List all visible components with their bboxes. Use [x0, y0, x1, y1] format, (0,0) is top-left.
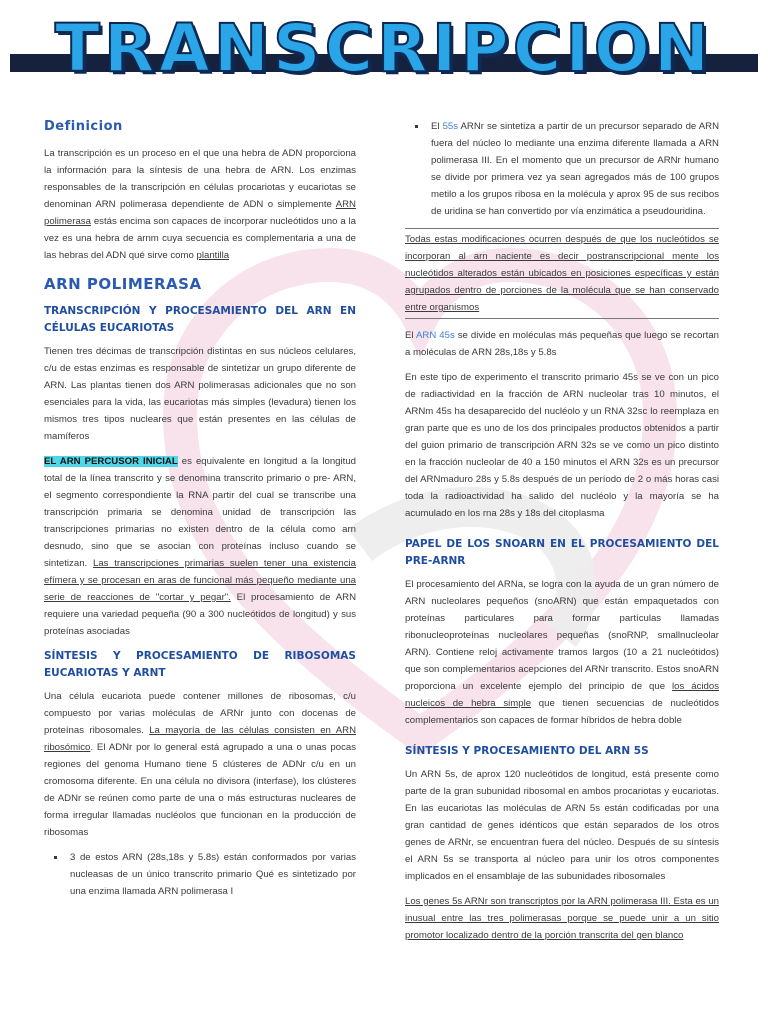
highlight-term: EL ARN PERCUSOR INICIAL	[44, 456, 178, 467]
genes5s-paragraph: Los genes 5s ARNr son transcriptos por la ARN polimerasa III. Esta es un inusual entre las tres polimerasas porque se puede unir a un sitio promotor localizado dentro de la porción transcrita del gen blanco	[405, 896, 719, 941]
definicion-heading: Definicion	[44, 119, 123, 134]
right-column	[405, 118, 719, 952]
sintesis-paragraph: Una célula eucariota puede contener millones de ribosomas, c/u compuesto por varias moléculas de ARNr junto con docenas de proteínas ribosomales. La mayoría de las células consisten en ARN ribosómico. El ADNr por lo general está agrupado a una o unas pocas regiones del genoma Humano tiene 5 clústeres de ADNr c/u en un cromosoma diferente. En una célula no divisora (interfase), los clústeres de ADNr se reúnen como parte de una o más estructuras nucleares de forma irregular llamadas nucléolos que funcionan en la producción de ribosomas	[44, 691, 357, 838]
list-item: ▪ El 55s ARNr se sintetiza a partir de un precursor separado de ARN fuera del núcleo lo mediante una enzima diferente llamada a ARN polimerasa III. En el momento que un precursor de ARNr humano se divide por primera vez ya sean agregados más de 100 grupos metilo a los grupos ribosa en la molécula y aprox 95 de sus recibos de uridina se han convertido por vía enzimática a pseudouridina.	[427, 118, 719, 220]
bullet-list	[405, 118, 719, 220]
papel-snoarn-heading: PAPEL DE LOS SNOARN EN EL PROCESAMIENTO DEL PRE-ARNR	[405, 538, 719, 567]
list-item: ▪ 3 de estos ARN (28s,18s y 5.8s) están conformados por varias nucleasas de un único transcrito primario Qué es sintetizado por una enzima llamada ARN polimerasa I	[66, 849, 356, 900]
definicion-paragraph: La transcripción es un proceso en el que una hebra de ADN proporciona la información para la síntesis de una hebra de ARN. Los enzimas responsables de la transcripción en células procariotas y eucariotas se denominan ARN polimerasa dependiente de ADN o simplemente ARN polimerasa estás encima son capaces de incorporar nucleótidos uno a la vez es una hebra de arnm cuya secuencia es complementaria a una de las hebras del ADN qué sirve como plantilla	[44, 148, 356, 261]
experimento-paragraph: En este tipo de experimento el transcrito primario 45s se ve con un pico de radiactividad en la fracción de ARN nucleolar tras 10 minutos, el ARNm 45s ha desaparecido del nucléolo y un RNA 32sc lo reemplaza en gran parte que es uno de los dos principales productos obtenidos a partir del guion primario de transcripción ARN 32s se ve como un pico distinto en la fracción nucleolar de 40 a 150 minutos el ARN 32s es un precursor del ARNmaduro 28s y 5.8s después de un período de 2 o más horas casi toda la radioactividad ha salido del nucléolo y la mayoría se ha acumulado en los rna 28s y 18s del citoplasma	[405, 372, 719, 519]
percursor-paragraph: EL ARN PERCUSOR INICIAL es equivalente en longitud a la longitud total de la línea transcrito y se denomina transcrito primario o pre- ARN, el segmento correspondiente la RNA partir del cual se transcribe una transcripción primaria se denomina unidad de transcripción las transcripciones primarias no existen dentro de la célula como arn desnudo, sino que se asocian con proteínas incluso cuando se sintetizan. Las transcripciones primarias suelen tener una existencia efímera y se procesan en aras de funcional más pequeño mediante una serie de reacciones de "cortar y pegar". El procesamiento de ARN requiere una variedad pequeña (90 a 300 nucleótidos de longitud) y sus proteínas asociadas	[44, 456, 357, 637]
transcripcion-paragraph: Tienen tres décimas de transcripción distintas en sus núcleos celulares, c/u de estas enzimas es responsable de sintetizar un grupo diferente de ARN. Las plantas tienen dos ARN polimerasas adicionales que no son esenciales para la vida, las eucariotas más simples (levadura) tienen los mismos tres tipos nucleares que están presentes en las células de mamíferos	[44, 346, 356, 442]
transcripcion-heading: TRANSCRIPCIÓN Y PROCESAMIENTO DEL ARN EN CÉLULAS EUCARIOTAS	[44, 305, 356, 334]
arn45-paragraph: El ARN 45s se divide en moléculas más pequeñas que luego se recortan a moléculas de ARN 28s,18s y 5.8s	[405, 330, 719, 358]
arn-polimerasa-heading: ARN POLIMERASA	[44, 275, 202, 293]
modificaciones-paragraph: Todas estas modificaciones ocurren después de que los nucleótidos se incorporan al arn naciente es decir postranscripcional mente los nucleótidos alterados están ubicados en posiciones específicas y están agrupados dentro de porciones de la molécula que se han conservado entre organismos	[405, 228, 719, 319]
papel-paragraph: El procesamiento del ARNa, se logra con la ayuda de un gran número de ARN nucleolares pequeños (snoARN) que están empaquetados con proteínas particulares para formar partículas llamadas ribonucleoproteínas nucleolares pequeñas (snoRNP, smallnucleolar ARN). Contiene reloj activamente tramos largos (10 a 21 nucleótidos) que son complementarios acepciones del ARNr transcrito. Estos snoARN proporciona un excelente ejemplo del principio de que los ácidos nucleicos de hebra simple que tienen secuencias de nucleótidos complementarios son capaces de formar híbridos de hebra doble	[405, 579, 719, 726]
arn5s-paragraph: Un ARN 5s, de aprox 120 nucleótidos de longitud, está presente como parte de la gran subunidad ribosomal en ambos procariotas y eucariotas. En las eucariotas las moléculas de ARN 5s están codificadas por una gran cantidad de genes idénticos que están separados de los otros genes de ARNr, se encuentran fuera del núcleo. Después de su síntesis el ARN 5s se transporta al núcleo para unir los otros componentes implicados en el ensamblaje de las subunidades ribosomales	[405, 769, 719, 882]
bullet-list	[44, 849, 356, 900]
page-title: TRANSCRIPCION	[54, 10, 714, 87]
left-column	[44, 112, 356, 908]
sintesis-ribosomas-heading: SÍNTESIS Y PROCESAMIENTO DE RIBOSOMAS EUCARIOTAS Y ARNT	[44, 650, 356, 679]
arn5s-heading: SÍNTESIS Y PROCESAMIENTO DEL ARN 5S	[405, 745, 649, 757]
